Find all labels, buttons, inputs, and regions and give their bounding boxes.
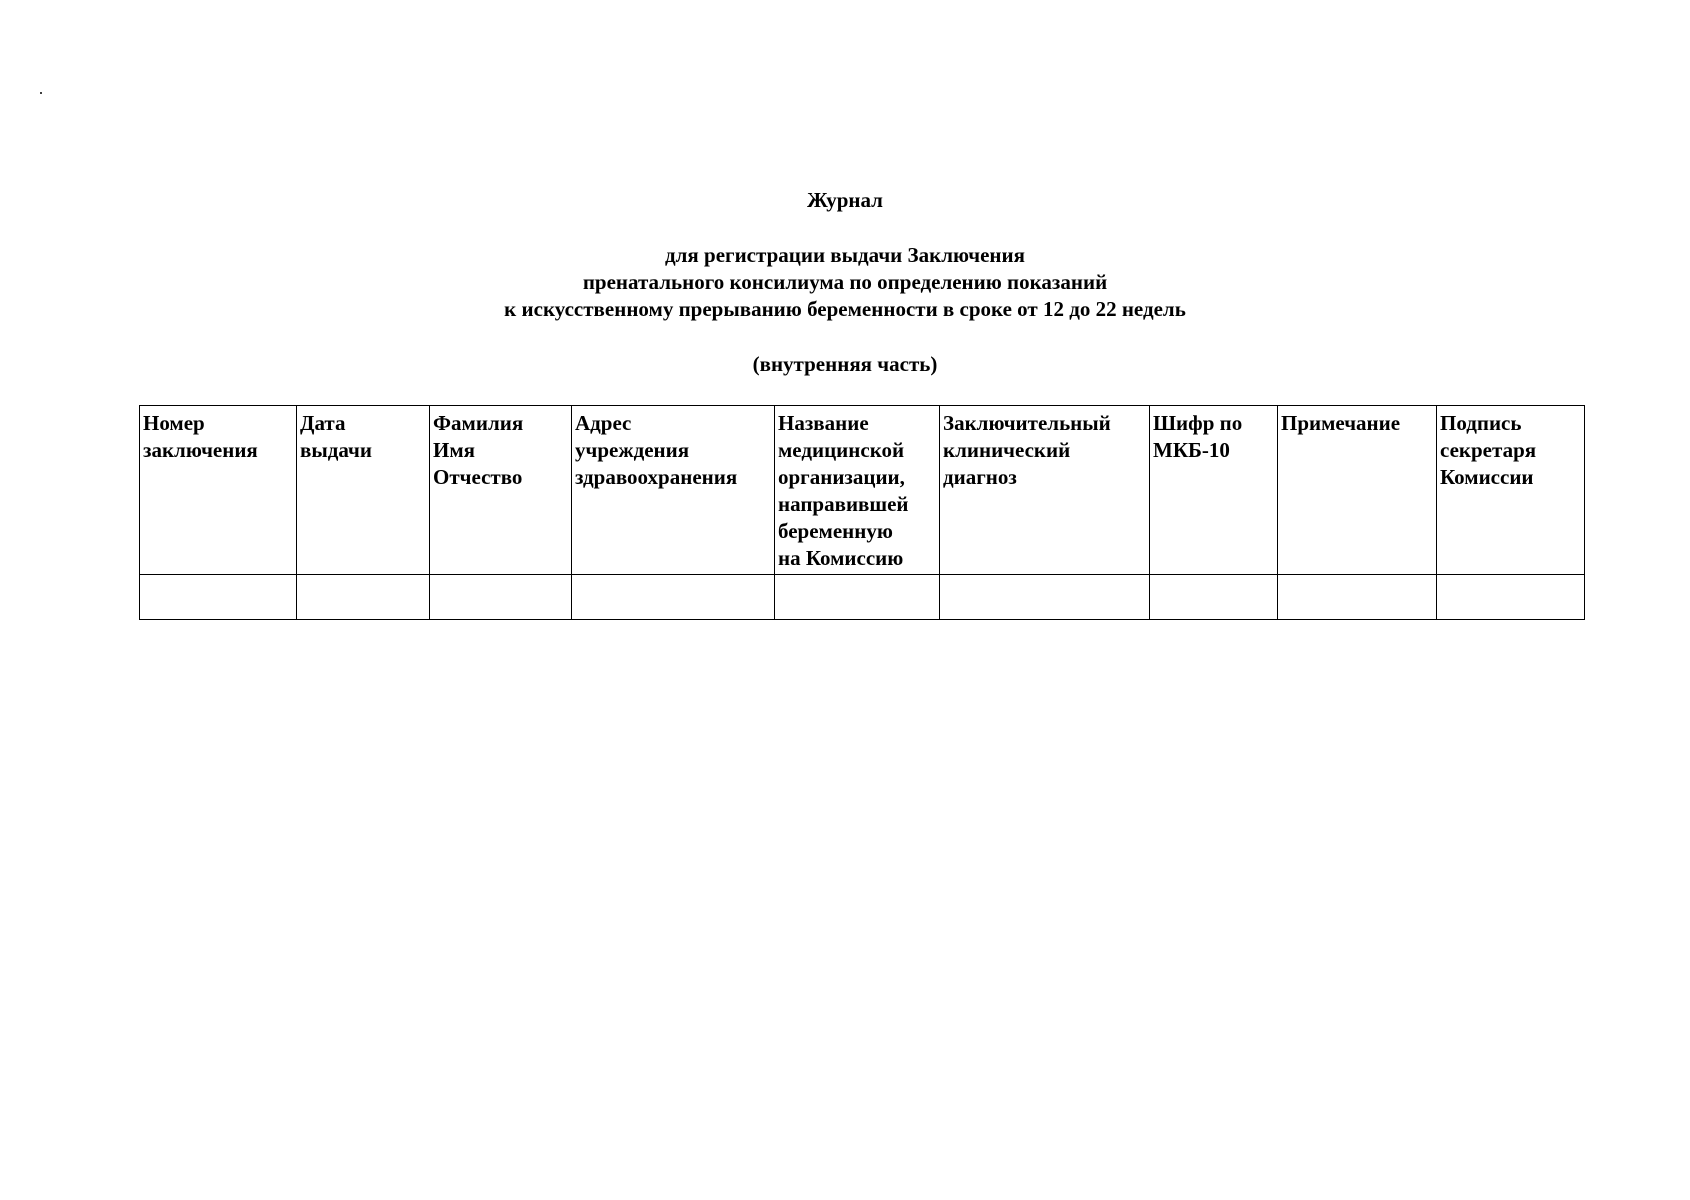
table-row [140, 575, 1585, 620]
column-header-conclusion-number: Номер заключения [140, 406, 297, 575]
document-subtitle [0, 242, 1690, 323]
column-header-icd10-code: Шифр по МКБ-10 [1150, 406, 1278, 575]
subtitle-line: пренатального консилиума по определению показаний [582, 270, 1108, 294]
table-cell [1278, 575, 1437, 620]
subtitle-line: к искусственному прерыванию беременности в сроке от 12 до 22 недель [504, 297, 1186, 321]
journal-table [139, 405, 1585, 620]
column-header-full-name: Фамилия Имя Отчество [430, 406, 572, 575]
subtitle-line: для регистрации выдачи Заключения [665, 243, 1025, 267]
column-header-note: Примечание [1278, 406, 1437, 575]
table-cell [775, 575, 940, 620]
column-header-institution-address: Адрес учреждения здравоохранения [572, 406, 775, 575]
table-cell [140, 575, 297, 620]
column-header-secretary-signature: Подпись секретаря Комиссии [1437, 406, 1585, 575]
column-header-issue-date: Дата выдачи [297, 406, 430, 575]
table-cell [430, 575, 572, 620]
table-header-row [140, 406, 1585, 575]
table-cell [572, 575, 775, 620]
table-cell [1437, 575, 1585, 620]
part-label: (внутренняя часть) [752, 352, 938, 376]
document-title: Журнал [807, 188, 883, 212]
scan-speck [40, 92, 42, 94]
column-header-referring-organization: Название медицинской организации, направившей беременную на Комиссию [775, 406, 940, 575]
table-cell [297, 575, 430, 620]
column-header-final-diagnosis: Заключительный клинический диагноз [940, 406, 1150, 575]
table-cell [940, 575, 1150, 620]
table-cell [1150, 575, 1278, 620]
